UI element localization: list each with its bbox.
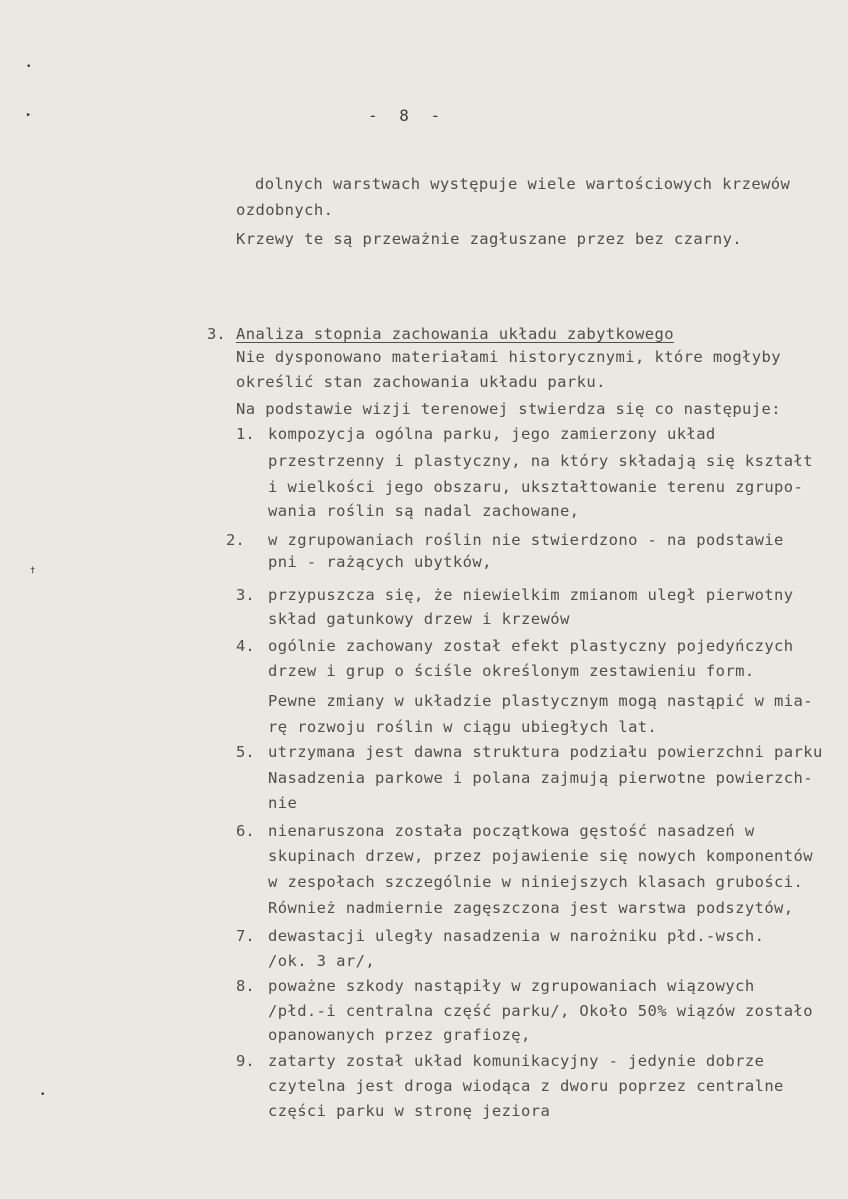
list-item-number: 5. — [236, 743, 255, 761]
list-item-line: kompozycja ogólna parku, jego zamierzony układ — [268, 425, 716, 443]
list-item-number: 9. — [236, 1052, 255, 1070]
list-item-line: skład gatunkowy drzew i krzewów — [268, 610, 570, 628]
list-item-line: nienaruszona została początkowa gęstość nasadzeń w — [268, 822, 755, 840]
list-item-number: 6. — [236, 822, 255, 840]
list-item-line: dewastacji uległy nasadzenia w narożniku płd.-wsch. — [268, 927, 765, 945]
list-item-line: wania roślin są nadal zachowane, — [268, 502, 580, 520]
list-item-line: /płd.-i centralna część parku/, Około 50% wiązów zostało — [268, 1002, 813, 1020]
list-item-number: 3. — [236, 586, 255, 604]
section-intro-line: Na podstawie wizji terenowej stwierdza się co następuje: — [236, 400, 781, 418]
list-item-line: rę rozwoju roślin w ciągu ubiegłych lat. — [268, 718, 658, 736]
list-item-line: ogólnie zachowany został efekt plastyczny pojedyńczych — [268, 637, 794, 655]
list-item-number: 2. — [226, 531, 245, 549]
section-intro-line: określić stan zachowania układu parku. — [236, 373, 606, 391]
list-item-line: Również nadmiernie zagęszczona jest warstwa podszytów, — [268, 899, 794, 917]
list-item-line: i wielkości jego obszaru, ukształtowanie terenu zgrupo- — [268, 478, 804, 496]
margin-mark: • — [26, 62, 32, 72]
intro-line: Krzewy te są przeważnie zagłuszane przez bez czarny. — [236, 230, 743, 248]
list-item-line: Nasadzenia parkowe i polana zajmują pierwotne powierzch- — [268, 769, 813, 787]
list-item-number: 8. — [236, 977, 255, 995]
list-item-line: poważne szkody nastąpiły w zgrupowaniach wiązowych — [268, 977, 755, 995]
list-item-number: 1. — [236, 425, 255, 443]
margin-mark: ▸ — [26, 110, 32, 120]
page-number: - 8 - — [368, 106, 447, 125]
list-item-line: nie — [268, 794, 298, 812]
intro-line: ozdobnych. — [236, 201, 334, 219]
list-item-line: Pewne zmiany w układzie plastycznym mogą nastąpić w mia- — [268, 692, 813, 710]
list-item-line: skupinach drzew, przez pojawienie się nowych komponentów — [268, 847, 813, 865]
list-item-line: /ok. 3 ar/, — [268, 952, 376, 970]
list-item-line: w zgrupowaniach roślin nie stwierdzono - na podstawie — [268, 531, 784, 549]
list-item-line: pni - rażących ubytków, — [268, 553, 492, 571]
intro-line: dolnych warstwach występuje wiele wartościowych krzewów — [255, 175, 791, 193]
list-item-number: 4. — [236, 637, 255, 655]
list-item-line: w zespołach szczególnie w niniejszych klasach grubości. — [268, 873, 804, 891]
list-item-line: przestrzenny i plastyczny, na który składają się kształt — [268, 452, 813, 470]
list-item-line: opanowanych przez grafiozę, — [268, 1026, 531, 1044]
section-number: 3. — [207, 325, 226, 343]
margin-mark: † — [30, 566, 36, 576]
list-item-line: utrzymana jest dawna struktura podziału powierzchni parku — [268, 743, 823, 761]
section-intro-line: Nie dysponowano materiałami historycznymi, które mogłyby — [236, 348, 781, 366]
section-heading: Analiza stopnia zachowania układu zabytkowego — [236, 325, 674, 343]
margin-mark: • — [40, 1090, 46, 1100]
list-item-line: drzew i grup o ściśle określonym zestawieniu form. — [268, 662, 755, 680]
list-item-line: części parku w stronę jeziora — [268, 1102, 551, 1120]
list-item-number: 7. — [236, 927, 255, 945]
list-item-line: przypuszcza się, że niewielkim zmianom uległ pierwotny — [268, 586, 794, 604]
list-item-line: czytelna jest droga wiodąca z dworu poprzez centralne — [268, 1077, 784, 1095]
list-item-line: zatarty został układ komunikacyjny - jedynie dobrze — [268, 1052, 765, 1070]
